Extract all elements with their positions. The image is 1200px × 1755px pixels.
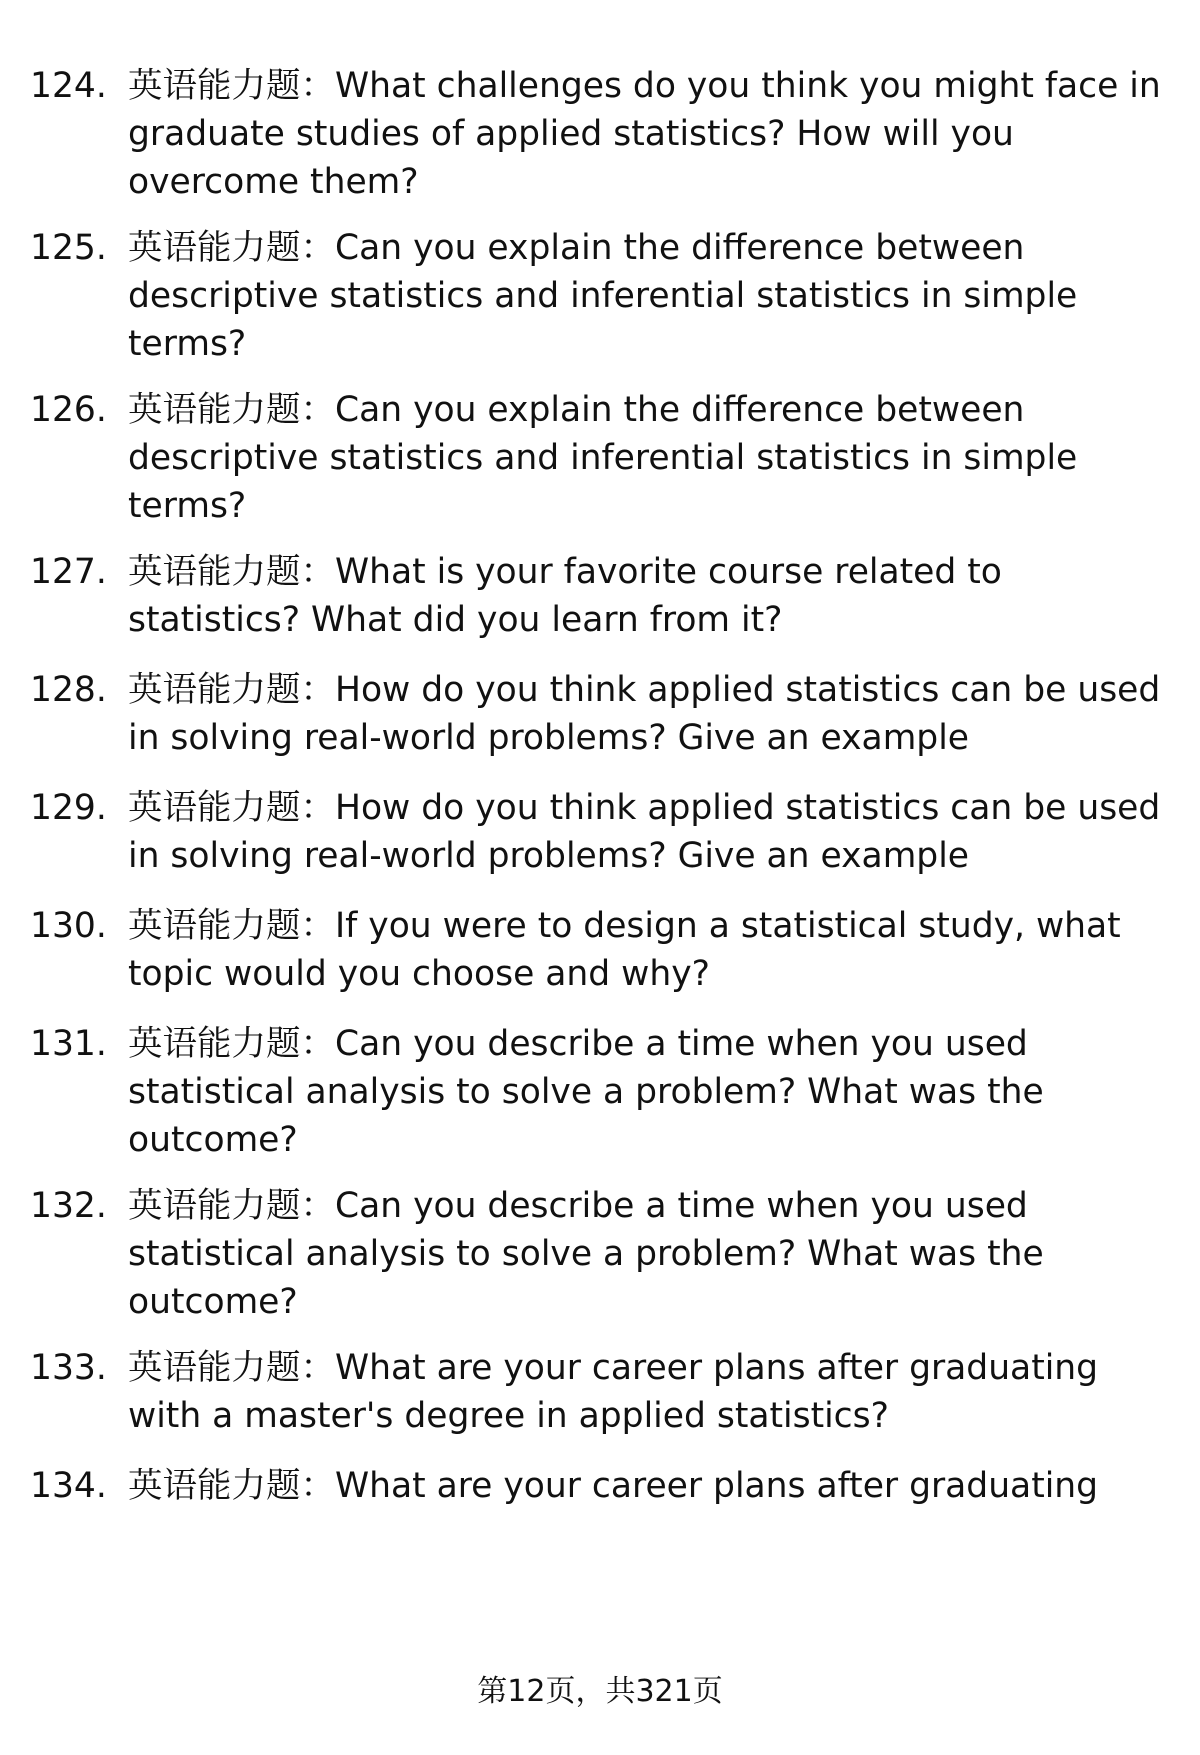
question-number: 127. <box>30 552 107 592</box>
question-number: 125. <box>30 228 107 268</box>
question-tag: 英语能力题： <box>128 1466 335 1506</box>
list-item <box>30 1462 1170 1510</box>
question-tag: 英语能力题： <box>128 66 335 106</box>
question-text: How do you think applied statistics can be used in solving real-world problems? Give an example <box>128 670 1161 758</box>
question-body <box>128 1182 1168 1326</box>
question-body <box>128 1462 1168 1510</box>
question-number: 128. <box>30 670 107 710</box>
question-number: 129. <box>30 788 107 828</box>
question-body <box>128 224 1168 368</box>
question-tag: 英语能力题： <box>128 228 335 268</box>
question-body <box>128 386 1168 530</box>
list-item <box>30 386 1170 530</box>
list-item <box>30 224 1170 368</box>
question-text: Can you explain the difference between descriptive statistics and inferential statistics in simple terms? <box>128 390 1078 526</box>
question-body <box>128 62 1168 206</box>
question-body <box>128 548 1168 644</box>
question-tag: 英语能力题： <box>128 390 335 430</box>
list-item <box>30 62 1170 206</box>
list-item <box>30 902 1170 998</box>
question-text: Can you describe a time when you used statistical analysis to solve a problem? What was the outcome? <box>128 1024 1044 1160</box>
list-item <box>30 1182 1170 1326</box>
question-body <box>128 902 1168 998</box>
question-tag: 英语能力题： <box>128 670 335 710</box>
question-number: 130. <box>30 906 107 946</box>
question-text: If you were to design a statistical study, what topic would you choose and why? <box>128 906 1121 994</box>
list-item <box>30 1344 1170 1440</box>
question-text: Can you describe a time when you used statistical analysis to solve a problem? What was the outcome? <box>128 1186 1044 1322</box>
question-body <box>128 784 1168 880</box>
question-text: What is your favorite course related to statistics? What did you learn from it? <box>128 552 1002 640</box>
question-text: Can you explain the difference between descriptive statistics and inferential statistics in simple terms? <box>128 228 1078 364</box>
list-item <box>30 784 1170 880</box>
question-tag: 英语能力题： <box>128 788 335 828</box>
list-item <box>30 666 1170 762</box>
question-text: How do you think applied statistics can be used in solving real-world problems? Give an example <box>128 788 1161 876</box>
question-text: What are your career plans after graduating <box>335 1466 1099 1506</box>
question-body <box>128 666 1168 762</box>
question-tag: 英语能力题： <box>128 906 335 946</box>
question-number: 131. <box>30 1024 107 1064</box>
page-indicator: 第12页，共321页 <box>477 1674 723 1709</box>
question-number: 124. <box>30 66 107 106</box>
question-tag: 英语能力题： <box>128 552 335 592</box>
list-item <box>30 548 1170 644</box>
question-tag: 英语能力题： <box>128 1024 335 1064</box>
list-item <box>30 1020 1170 1164</box>
question-tag: 英语能力题： <box>128 1348 335 1388</box>
question-number: 134. <box>30 1466 107 1506</box>
question-tag: 英语能力题： <box>128 1186 335 1226</box>
question-body <box>128 1020 1168 1164</box>
question-number: 133. <box>30 1348 107 1388</box>
question-number: 126. <box>30 390 107 430</box>
question-text: What are your career plans after graduating with a master's degree in applied statistics? <box>128 1348 1099 1436</box>
question-number: 132. <box>30 1186 107 1226</box>
question-text: What challenges do you think you might face in graduate studies of applied statistics? How will you overcome them? <box>128 66 1161 202</box>
question-body <box>128 1344 1168 1440</box>
